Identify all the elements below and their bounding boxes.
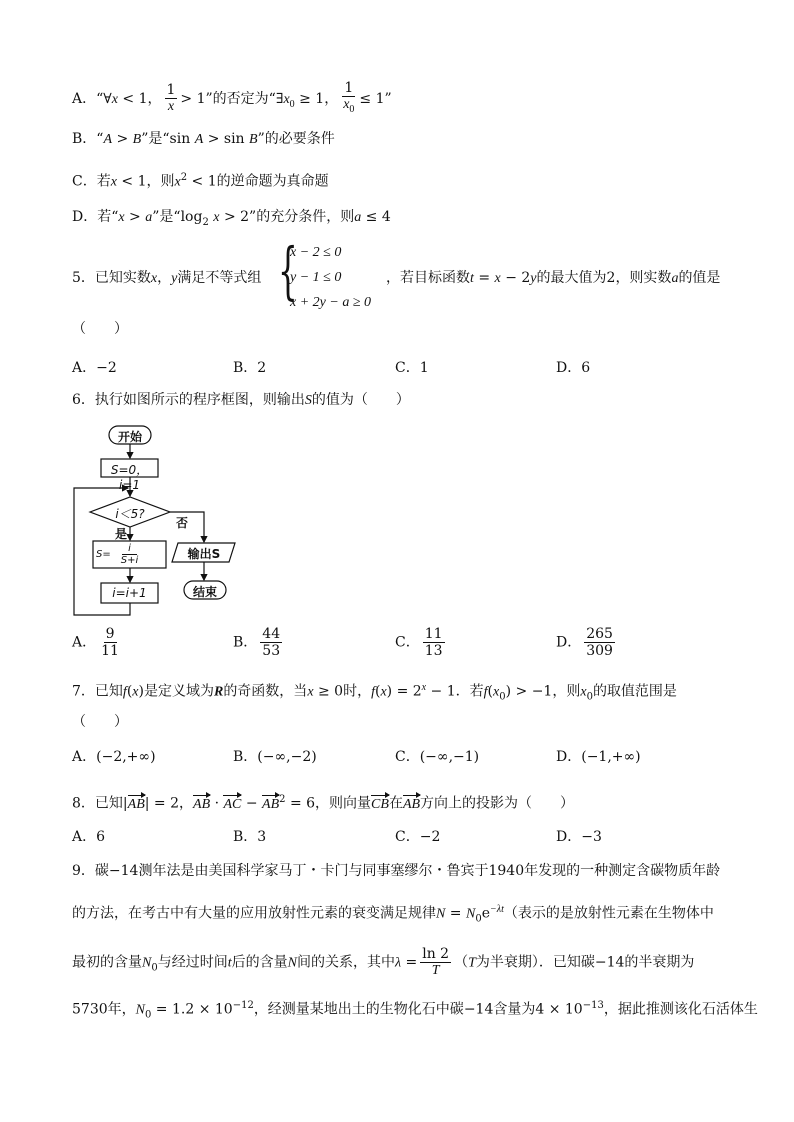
- flowchart-output-label: 输出S: [187, 547, 221, 561]
- q5-stem-left: 5．已知实数x，y满足不等式组: [72, 270, 262, 286]
- q6-option-a: A． $\frac{9}{11}$: [72, 626, 119, 659]
- flowchart-yes-label: 是: [115, 527, 128, 541]
- q4-option-c-end: 的逆命题为真命题: [216, 173, 329, 190]
- q7-option-a: A．(−2,+∞): [72, 749, 156, 765]
- q9-line-2: 的方法，在考古中有大量的应用放射性元素的衰变满足规律$N = N_0e^{-\lambda t}$（表示的是放射性元素在生物体中: [72, 904, 714, 925]
- q4-option-b-prefix: B．“: [72, 131, 104, 147]
- q8-option-b: B．3: [233, 829, 267, 845]
- flowchart-end-label: 结束: [192, 585, 217, 599]
- q5-stem-a: 5．已知实数: [72, 270, 151, 286]
- flowchart-init-label: S=0，i=1: [110, 463, 149, 492]
- q6-option-d: D． $\frac{265}{309}$: [556, 626, 613, 659]
- q4-option-a-end: ”: [384, 90, 392, 107]
- flowchart-condition-label: i＜5?: [115, 507, 145, 521]
- q5-option-a: A．−2: [72, 360, 117, 376]
- q6-option-b: B． $\frac{44}{53}$: [233, 626, 281, 659]
- q4-option-b-end: ”的必要条件: [257, 131, 335, 147]
- q7-option-c: C．(−∞,−1): [395, 749, 480, 765]
- q8-option-a: A．6: [72, 829, 106, 845]
- q5-stem-d: ，若目标函数: [386, 270, 470, 286]
- q4-option-c: C．若x < 1，则$x^2 < 1$的逆命题为真命题: [72, 172, 329, 190]
- q7-paren: （ ）: [72, 714, 128, 730]
- q4-option-b: B．“A > B”是“sin A > sin B”的必要条件: [72, 131, 335, 147]
- q5-stem-b: ，: [157, 270, 172, 286]
- flowchart-start-label: 开始: [117, 430, 142, 444]
- q4-option-a: A．“∀x < 1， $\frac{1}{x}$ > 1”的否定为“$\exists x_0 \ge 1$， $\frac{1}{x_0}$ ≤ 1”: [72, 80, 392, 115]
- flowchart-calc-label: S= $\frac{i}{S+i}$: [96, 543, 139, 566]
- q5-stem-right: ，若目标函数t = x − 2y的最大值为2，则实数a的值是: [386, 270, 721, 286]
- q5-option-b: B．2: [233, 360, 267, 376]
- q6-stem: 6．执行如图所示的程序框图，则输出S的值为（ ）: [72, 392, 410, 408]
- q4-option-d-mid1: ”是“: [152, 209, 181, 225]
- q4-option-c-mid: ，则: [146, 173, 175, 190]
- q4-option-b-mid: ”是“: [141, 131, 170, 147]
- q9-line-4: 5730年，$N_0 = 1.2 \times 10^{-12}$，经测量某地出土的生物化石中碳−14含量为$4 \times 10^{-13}$，据此推测该化石活体生: [72, 1000, 758, 1021]
- q8-option-c: C．−2: [395, 829, 441, 845]
- q5-option-c: C．1: [395, 360, 429, 376]
- q4-option-d: D．若“x > a”是“$\log_2$ x > 2”的充分条件，则a ≤ 4: [72, 209, 391, 228]
- q7-option-d: D．(−1,+∞): [556, 749, 641, 765]
- q4-option-d-mid2: ”的充分条件，则: [249, 209, 355, 225]
- flowchart-no-label: 否: [176, 516, 189, 530]
- q7-option-b: B．(−∞,−2): [233, 749, 317, 765]
- q8-option-d: D．−3: [556, 829, 602, 845]
- q6-option-c: C． $\frac{11}{13}$: [395, 626, 443, 659]
- q7-stem: 7．已知f(x)是定义域为R的奇函数，当x ≥ 0时，$f(x) = 2^x - 1$．若$f(x_0) > -1$，则$x_0$的取值范围是: [72, 682, 677, 703]
- q5-stem-e: 的最大值为: [536, 270, 607, 286]
- q9-line-1: 9．碳−14测年法是由美国科学家马丁・卡门与同事塞缪尔・鲁宾于1940年发现的一种测定含碳物质年龄: [72, 863, 721, 879]
- q4-option-a-mid: ”的否定为“: [205, 90, 276, 107]
- flowchart-increment-label: i=i+1: [112, 586, 147, 600]
- q8-stem: 8．已知|AB| = 2，AB · AC − $AB^2 = 6$，则向量CB在AB方向上的投影为（ ）: [72, 790, 574, 815]
- q4-option-c-prefix: C．若: [72, 173, 111, 190]
- q5-option-d: D．6: [556, 360, 591, 376]
- q5-stem-g: 的值是: [678, 270, 721, 286]
- q4-option-d-prefix: D．若“: [72, 209, 119, 225]
- q5-stem-c: 满足不等式组: [177, 270, 262, 286]
- q4-option-a-prefix: A．“: [72, 90, 104, 107]
- q5-stem-f: ，则实数: [615, 270, 672, 286]
- q5-paren: （ ）: [72, 321, 128, 337]
- q9-line-3: 最初的含量$N_0$与经过时间t后的含量N间的关系，其中λ = $\frac{\ln 2}{T}$ （T为半衰期）．已知碳−14的半衰期为: [72, 946, 695, 978]
